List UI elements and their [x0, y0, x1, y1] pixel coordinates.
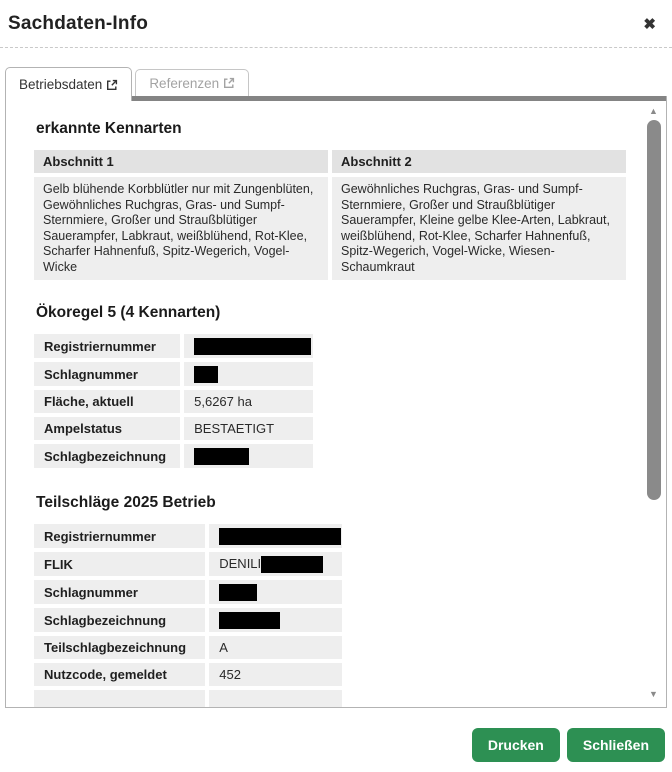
redaction-bar — [194, 338, 311, 355]
row-value-redacted — [209, 608, 342, 632]
row-value — [209, 690, 342, 707]
row-value-redacted — [209, 580, 342, 604]
kennarten-abschnitt-1-value: Gelb blühende Korbblütler nur mit Zungenblüten, Gewöhnliches Ruchgras, Gras- und Sumpf-Sternmiere, Großer und Straußblütiger Sauerampfer, Labkraut, weißblühend, Rot-Klee, Scharfer Hahnenfuß, Spitz-Wegerich, Vogel-Wicke — [34, 177, 328, 280]
row-value-redacted — [184, 334, 313, 358]
row-label: Schlagbezeichnung — [34, 444, 180, 468]
redaction-bar — [219, 584, 257, 601]
row-value: 5,6267 ha — [184, 390, 313, 413]
table-row-partial — [34, 690, 342, 707]
tab-referenzen[interactable] — [135, 69, 249, 96]
table-row — [34, 390, 313, 413]
column-header-abschnitt-1: Abschnitt 1 — [34, 150, 328, 173]
table-row — [34, 636, 342, 659]
row-label: Ampelstatus — [34, 417, 180, 440]
table-row — [34, 362, 313, 386]
external-link-icon — [223, 77, 235, 89]
table-row — [34, 177, 626, 280]
redaction-bar — [194, 366, 218, 383]
modal-footer — [0, 708, 672, 762]
external-link-icon — [106, 79, 118, 91]
flik-prefix: DENILI — [219, 556, 262, 572]
teilschlaege-table — [30, 520, 346, 707]
column-header-abschnitt-2: Abschnitt 2 — [332, 150, 626, 173]
row-value-partially-redacted — [209, 552, 342, 576]
row-label: FLIK — [34, 552, 205, 576]
table-row — [34, 524, 342, 548]
redaction-bar — [194, 448, 249, 465]
row-label: Schlagnummer — [34, 580, 205, 604]
row-value: BESTAETIGT — [184, 417, 313, 440]
table-row — [34, 663, 342, 686]
tab-betriebsdaten[interactable] — [5, 67, 132, 101]
table-row — [34, 608, 342, 632]
table-row — [34, 580, 342, 604]
table-row — [34, 552, 342, 576]
row-value: A — [209, 636, 342, 659]
scrollable-content[interactable] — [6, 101, 666, 707]
row-label: Nutzcode, gemeldet — [34, 663, 205, 686]
row-value-redacted — [184, 362, 313, 386]
modal-title: Sachdaten-Info — [8, 13, 149, 34]
row-label: Schlagnummer — [34, 362, 180, 386]
row-value: 452 — [209, 663, 342, 686]
schliessen-button[interactable]: Schließen — [567, 728, 665, 762]
row-label — [34, 690, 205, 707]
oekoregel-table — [30, 330, 317, 472]
section-heading-oekoregel: Ökoregel 5 (4 Kennarten) — [36, 304, 221, 321]
close-icon[interactable]: ✖ — [643, 15, 656, 33]
row-label: Registriernummer — [34, 334, 180, 358]
row-label: Fläche, aktuell — [34, 390, 180, 413]
table-row — [34, 334, 313, 358]
table-row — [34, 417, 313, 440]
modal-header — [0, 0, 672, 48]
tab-betriebsdaten-label: Betriebsdaten — [19, 77, 103, 92]
redaction-bar — [219, 612, 280, 629]
drucken-button[interactable]: Drucken — [472, 728, 560, 762]
vertical-scrollbar[interactable] — [646, 107, 661, 699]
kennarten-table — [30, 146, 630, 284]
redaction-bar — [261, 556, 323, 573]
scrollbar-thumb[interactable] — [647, 120, 661, 500]
redaction-bar — [219, 528, 341, 545]
scroll-down-arrow-icon[interactable]: ▼ — [649, 689, 658, 699]
kennarten-abschnitt-2-value: Gewöhnliches Ruchgras, Gras- und Sumpf-Sternmiere, Großer und Straußblütiger Sauerampfer, Kleine gelbe Klee-Arten, Labkraut, weißblühend, Rot-Klee, Scharfer Hahnenfuß, Spitz-Wegerich, Vogel-Wicke, Wiesen-Schaumkraut — [332, 177, 626, 280]
table-header-row — [34, 150, 626, 173]
section-heading-kennarten: erkannte Kennarten — [36, 120, 182, 137]
row-label: Registriernummer — [34, 524, 205, 548]
tab-referenzen-label: Referenzen — [149, 75, 220, 91]
scroll-up-arrow-icon[interactable]: ▲ — [649, 106, 658, 116]
table-row — [34, 444, 313, 468]
tab-bar — [5, 67, 667, 101]
section-heading-teilschlaege: Teilschläge 2025 Betrieb — [36, 494, 216, 512]
row-label: Schlagbezeichnung — [34, 608, 205, 632]
row-label: Teilschlagbezeichnung — [34, 636, 205, 659]
row-value-redacted — [184, 444, 313, 468]
tab-content-panel — [5, 96, 667, 708]
row-value-redacted — [209, 524, 342, 548]
